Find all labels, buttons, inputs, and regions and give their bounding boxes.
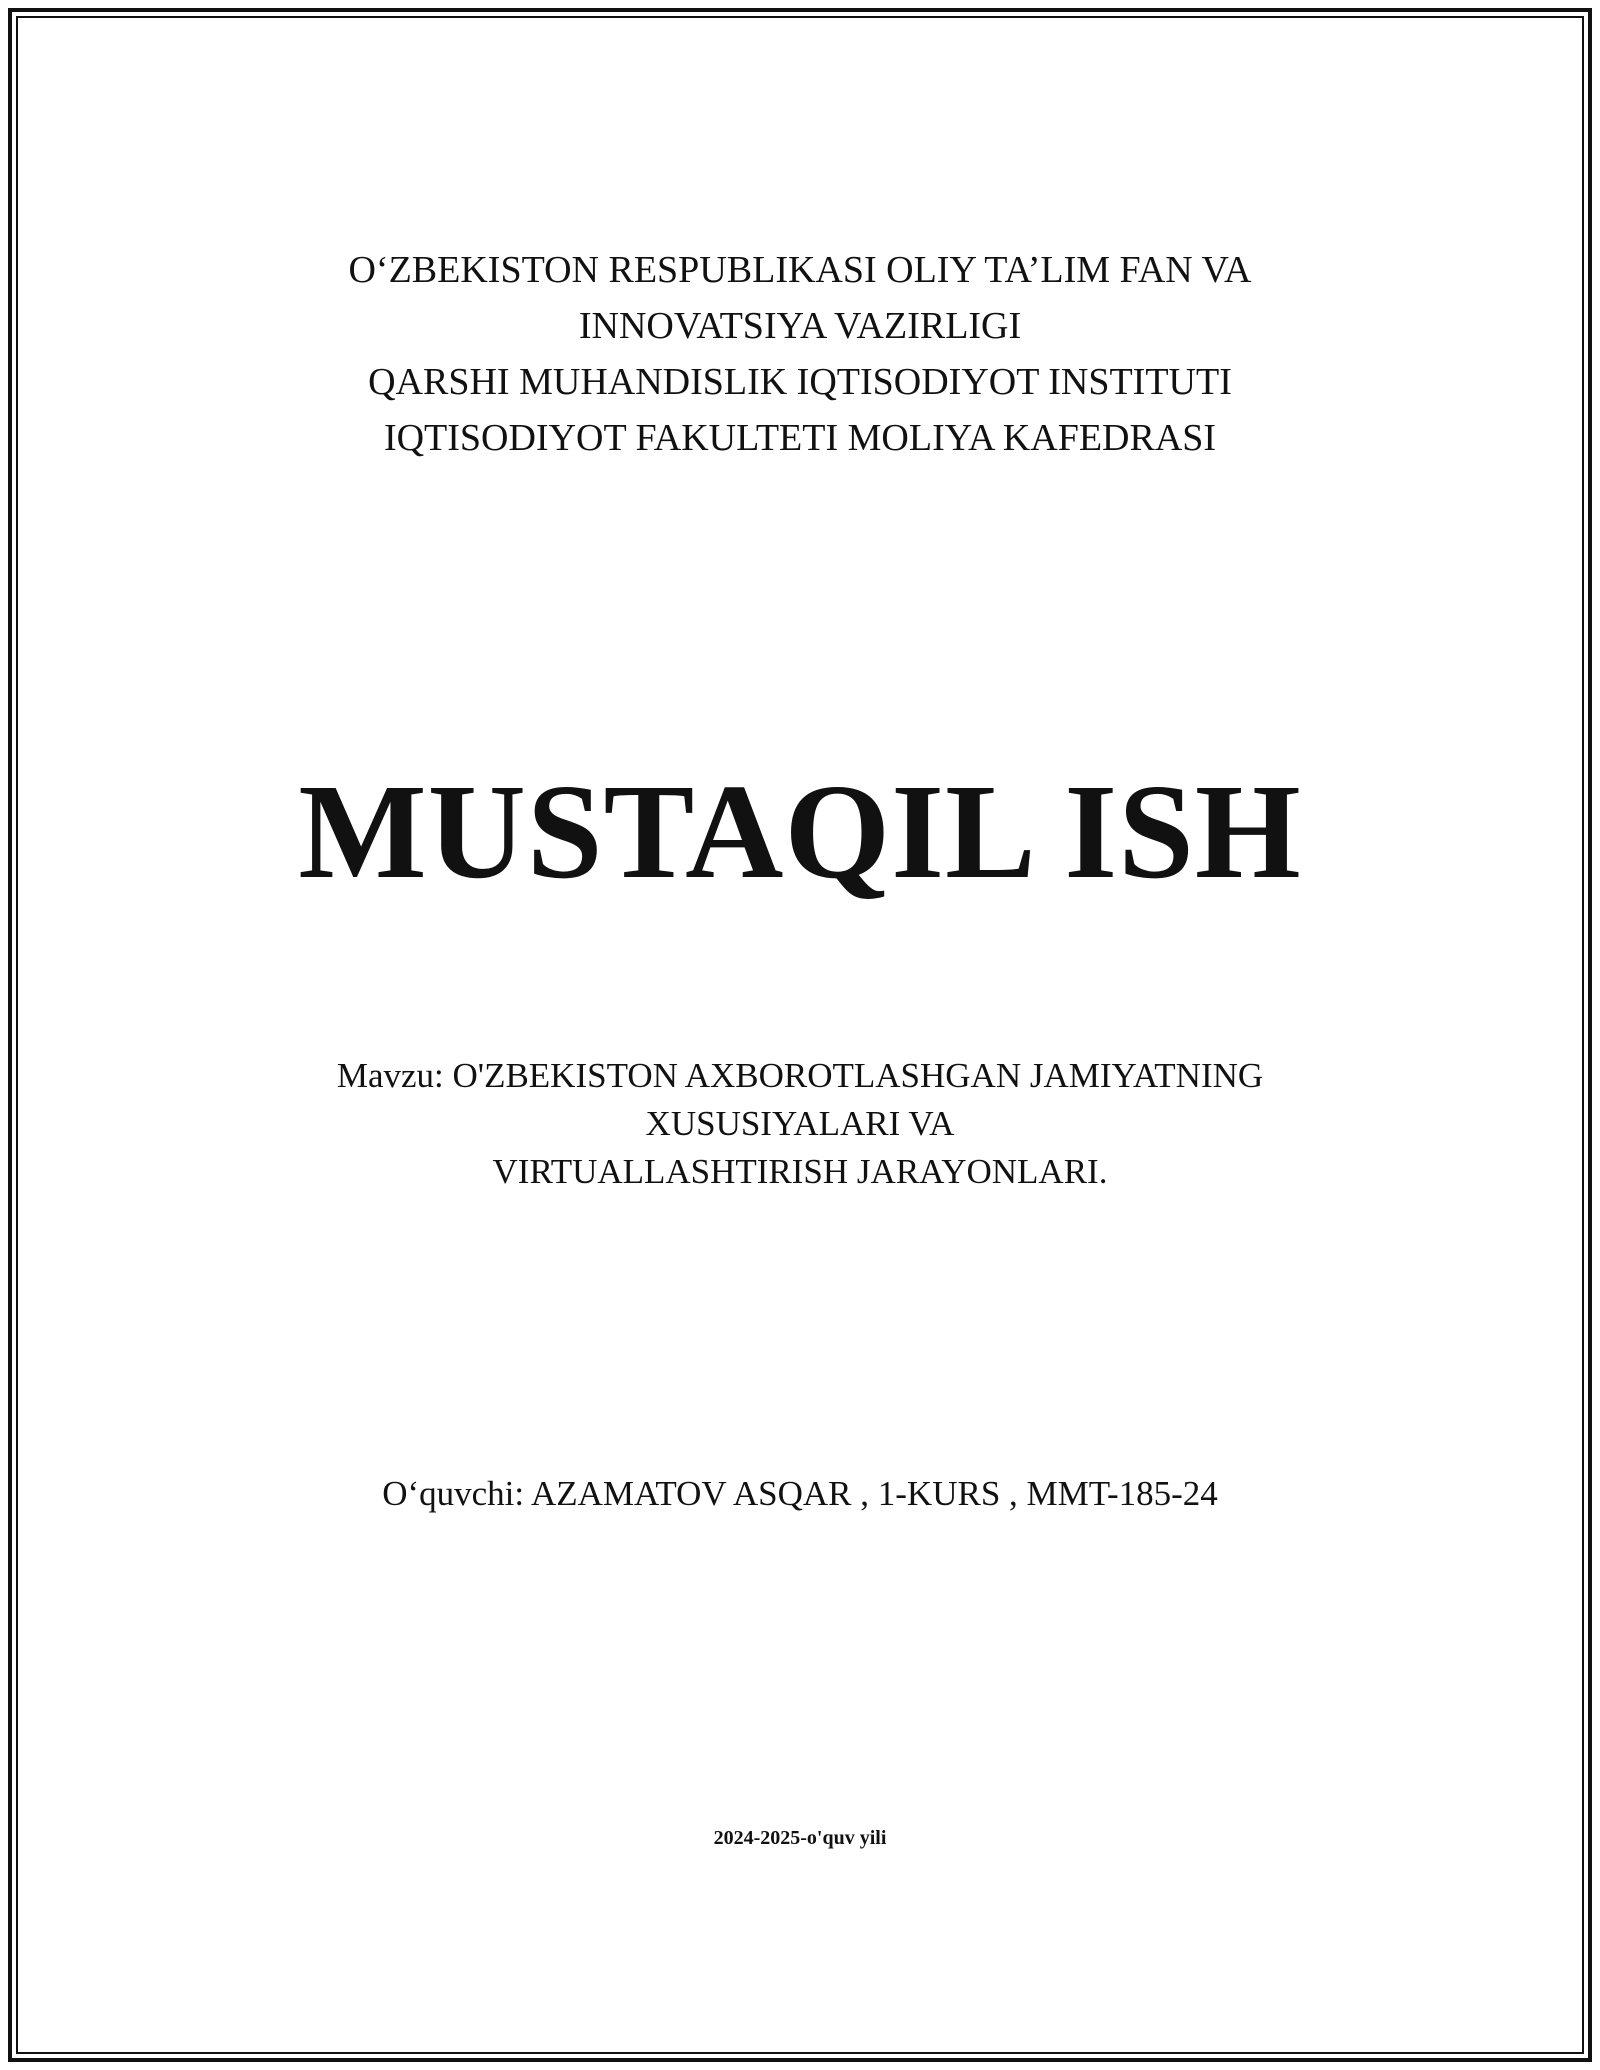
topic-line-1: Mavzu: O'ZBEKISTON AXBOROTLASHGAN JAMIYATNING xyxy=(336,1056,1264,1095)
header-line-ministry-2: INNOVATSIYA VAZIRLIGI xyxy=(578,305,1022,347)
topic-block xyxy=(0,1052,1600,1196)
topic-line-2: XUSUSIYALARI VA xyxy=(645,1104,955,1143)
institution-header xyxy=(0,242,1600,466)
topic-line-3: VIRTUALLASHTIRISH JARAYONLARI. xyxy=(492,1152,1108,1191)
academic-year: 2024-2025-o'quv yili xyxy=(713,1827,887,1849)
header-line-institute: QARSHI MUHANDISLIK IQTISODIYOT INSTITUTI xyxy=(368,361,1232,403)
header-line-ministry-1: O‘ZBEKISTON RESPUBLIKASI OLIY TA’LIM FAN VA xyxy=(348,249,1252,291)
document-title: MUSTAQIL ISH xyxy=(298,757,1302,907)
header-line-department: IQTISODIYOT FAKULTETI MOLIYA KAFEDRASI xyxy=(383,417,1217,459)
student-info: O‘quvchi: AZAMATOV ASQAR , 1-KURS , MMT-185-24 xyxy=(382,1474,1218,1513)
